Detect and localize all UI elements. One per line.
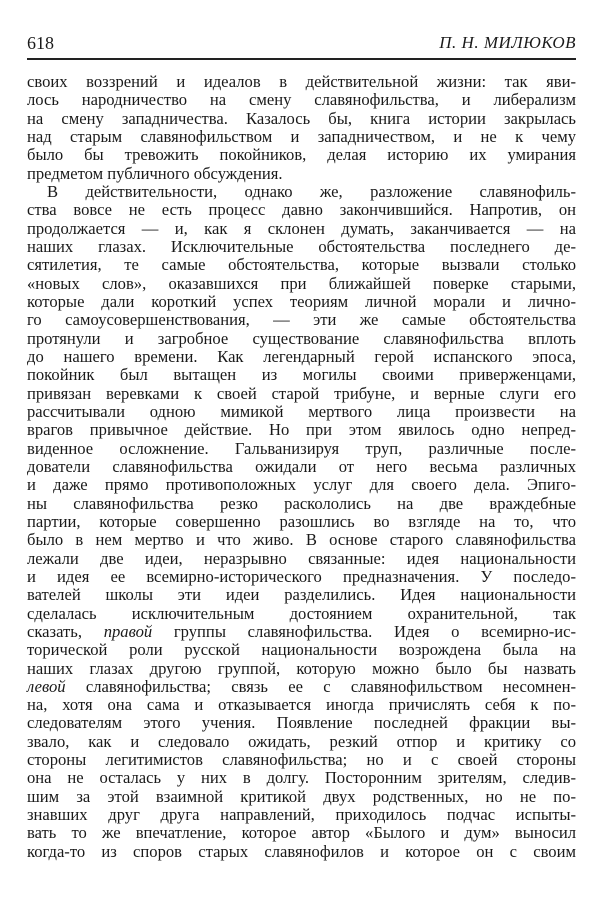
text-line	[27, 73, 576, 91]
text-line	[27, 238, 576, 256]
text-line	[27, 201, 576, 219]
text-segment: стороны легитимистов славянофильства; но и с своей стороны	[27, 750, 576, 770]
text-segment: следователям этого учения. Появление последней фракции вы-	[27, 713, 576, 733]
text-line	[27, 714, 576, 732]
text-segment: «новых слов», оказавшихся при ближайшей поверке старыми,	[27, 273, 576, 293]
text-line	[27, 769, 576, 787]
text-segment: звало, как и следовало ожидать, резкий отпор и критику со	[27, 731, 576, 751]
text-segment: виденное осложнение. Гальванизируя труп, различные после-	[27, 438, 576, 458]
text-segment: го самоусовершенствования, — эти же самые обстоятельства	[27, 310, 576, 330]
text-segment: группы славянофильства. Идея о всемирно-ис-	[152, 621, 576, 641]
text-line	[27, 385, 576, 403]
text-line	[27, 623, 576, 641]
text-line	[27, 788, 576, 806]
header-rule	[27, 58, 576, 60]
page-body-text	[27, 73, 576, 861]
text-segment: было бы тревожить покойников, делая историю их умирания	[27, 145, 576, 165]
text-line	[27, 256, 576, 274]
text-line	[27, 440, 576, 458]
text-line	[27, 586, 576, 604]
running-header	[27, 33, 576, 57]
page-number: 618	[27, 33, 54, 53]
text-line	[27, 348, 576, 366]
text-segment: В действительности, однако же, разложение славянофиль-	[47, 181, 576, 201]
text-segment: сятилетия, те самые обстоятельства, которые вызвали столько	[27, 255, 576, 275]
text-line	[27, 531, 576, 549]
text-segment: шим за этой взаимной критикой двух родственных, но не по-	[27, 786, 576, 806]
italic-term: правой	[103, 621, 153, 641]
text-line	[27, 403, 576, 421]
text-line	[27, 311, 576, 329]
text-line	[27, 733, 576, 751]
text-line	[27, 476, 576, 494]
text-segment: сказать,	[27, 621, 104, 641]
text-line	[27, 550, 576, 568]
text-line	[27, 421, 576, 439]
text-segment: знавших друг друга направлений, приходилось подчас испыты-	[27, 805, 576, 825]
text-segment: наших глазах. Исключительные обстоятельства последнего де-	[27, 236, 576, 256]
text-segment: и идея ее всемирно-исторического предназначения. У последо-	[27, 566, 576, 586]
text-line	[27, 183, 576, 201]
text-segment: лежали две идеи, неразрывно связанные: идея национальности	[27, 548, 576, 568]
text-line	[27, 568, 576, 586]
text-line	[27, 293, 576, 311]
text-line	[27, 220, 576, 238]
running-title: П. Н. МИЛЮКОВ	[439, 33, 576, 52]
text-line	[27, 513, 576, 531]
text-segment: вать то же впечатление, которое автор «Былого и дум» выносил	[27, 823, 576, 843]
text-segment: и даже прямо противоположных услуг для своего дела. Эпиго-	[27, 475, 576, 495]
text-line	[27, 495, 576, 513]
text-segment: протянули и загробное существование славянофильства вплоть	[27, 328, 576, 348]
text-segment: наших глазах другою группой, которую можно было бы назвать	[27, 658, 576, 678]
text-segment: вателей школы эти идеи разделились. Идея национальности	[27, 585, 576, 605]
text-line	[27, 660, 576, 678]
text-line	[27, 824, 576, 842]
text-segment: привязан веревками к своей старой трибуне, и верные слуги его	[27, 383, 576, 403]
text-line	[27, 678, 576, 696]
text-line	[27, 366, 576, 384]
text-segment: ства вовсе не есть процесс давно закончившийся. Напротив, он	[27, 200, 576, 220]
text-segment: продолжается — и, как я склонен думать, заканчивается — на	[27, 218, 576, 238]
text-segment: покойник был вытащен из могилы своими приверженцами,	[27, 365, 576, 385]
text-line	[27, 110, 576, 128]
text-segment: которые дали короткий успех теориям личной морали и лично-	[27, 291, 576, 311]
text-segment: врагов привычное действие. Но при этом явилось одно непред-	[27, 420, 576, 440]
text-segment: предметом публичного обсуждения.	[27, 163, 283, 183]
text-segment: на смену западничества. Казалось бы, книга истории закрылась	[27, 108, 576, 128]
text-line	[27, 275, 576, 293]
text-segment: торической роли русской национальности возрождена была на	[27, 640, 576, 660]
text-line	[27, 806, 576, 824]
text-segment: лось народничество на смену славянофильства, и либерализм	[27, 90, 576, 110]
italic-term: левой	[27, 676, 66, 696]
text-line	[27, 330, 576, 348]
text-segment: над старым славянофильством и западничеством, и не к чему	[27, 126, 576, 146]
text-segment: славянофильства; связь ее с славянофильством несомнен-	[65, 676, 576, 696]
text-segment: сделалась исключительным достоянием охранительной, так	[27, 603, 576, 623]
text-segment: рассчитывали одною мимикой мертвого лица произвести на	[27, 401, 576, 421]
text-line	[27, 843, 576, 861]
text-line	[27, 165, 576, 183]
text-line	[27, 751, 576, 769]
text-segment: на, хотя она сама и отказывается иногда причислять себя к по-	[27, 695, 576, 715]
text-segment: до нашего времени. Как легендарный герой испанского эпоса,	[27, 346, 576, 366]
text-segment: ны славянофильства резко раскололись на две враждебные	[27, 493, 576, 513]
text-line	[27, 146, 576, 164]
text-line	[27, 91, 576, 109]
text-segment: было в нем мертво и что живо. В основе старого славянофильства	[27, 530, 576, 550]
text-line	[27, 128, 576, 146]
text-line	[27, 458, 576, 476]
text-segment: она не осталась у них в долгу. Посторонним зрителям, следив-	[27, 768, 576, 788]
text-segment: дователи славянофильства ожидали от него весьма различных	[27, 456, 576, 476]
text-segment: когда-то из споров старых славянофилов и которое он с своим	[27, 841, 576, 861]
text-line	[27, 605, 576, 623]
text-segment: своих воззрений и идеалов в действительной жизни: так яви-	[27, 72, 576, 91]
text-line	[27, 696, 576, 714]
text-line	[27, 641, 576, 659]
text-segment: партии, которые совершенно разошлись во взгляде на то, что	[27, 511, 576, 531]
